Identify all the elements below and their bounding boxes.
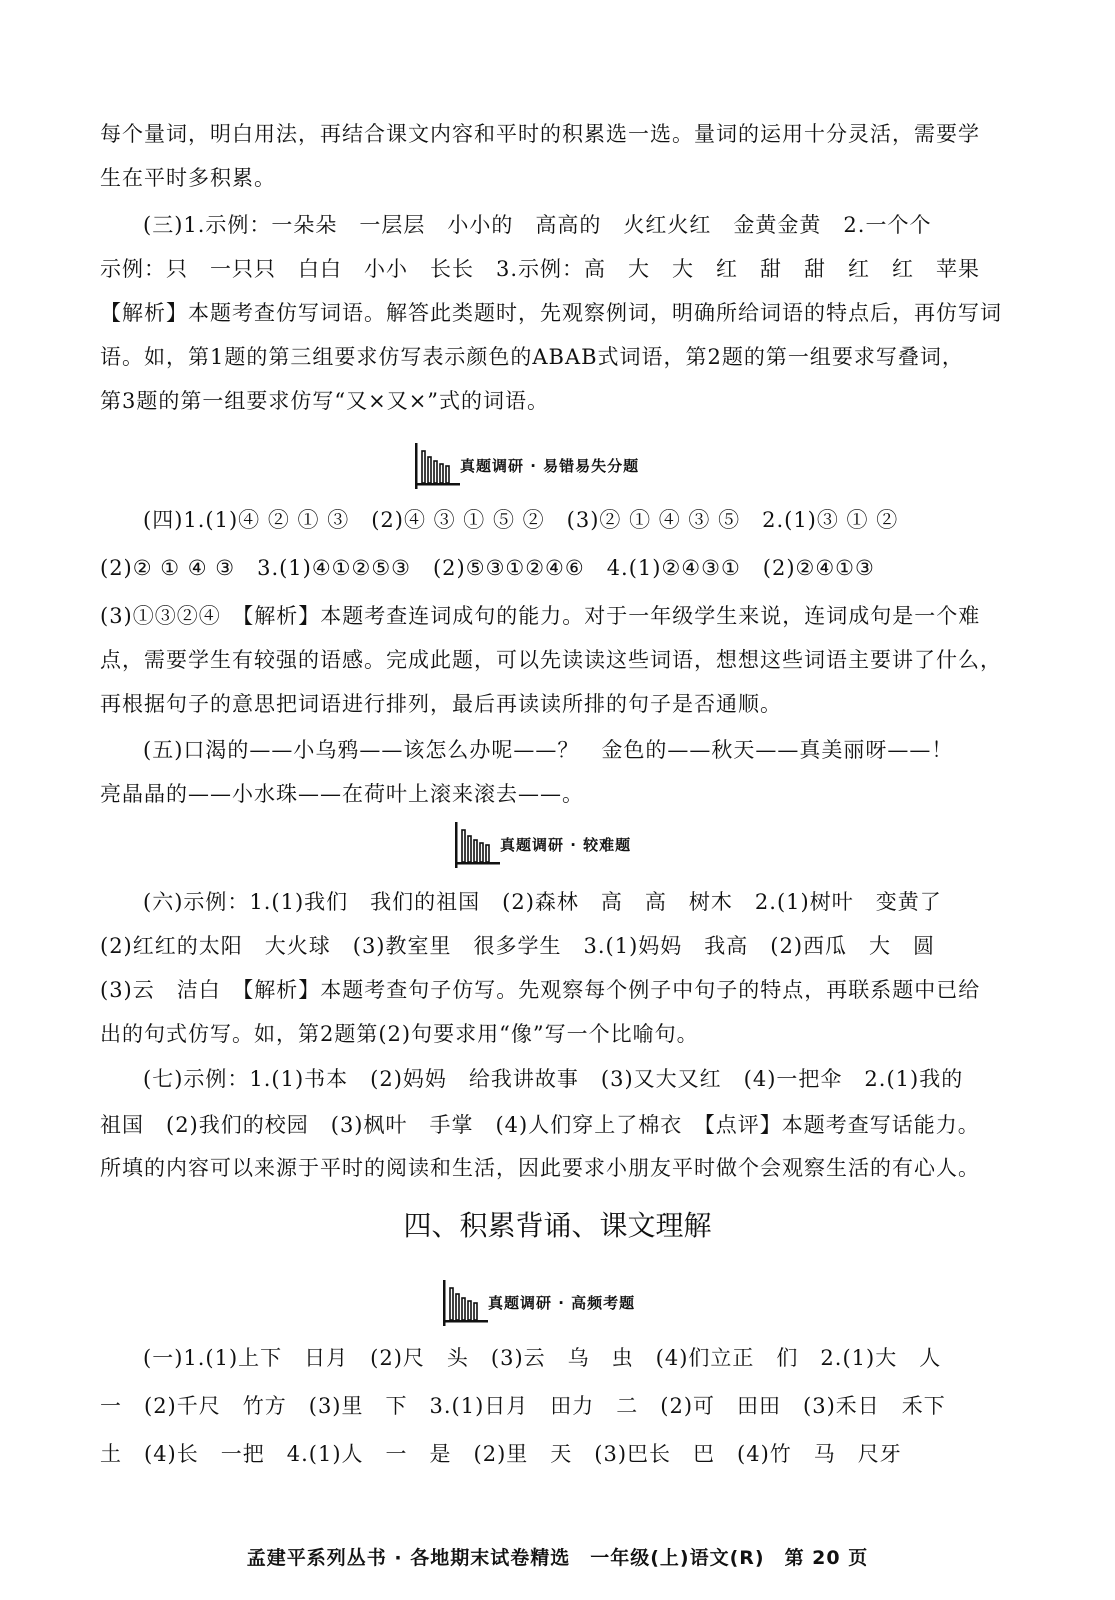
- text-line: 第3题的第一组要求仿写“又×又×”式的词语。: [100, 389, 550, 413]
- text-line: (七)示例：1.(1)书本 (2)妈妈 给我讲故事 (3)又大又红 (4)一把伞 2.(1)我的: [143, 1067, 964, 1091]
- text-line: 祖国 (2)我们的校园 (3)枫叶 手掌 (4)人们穿上了棉衣 【点评】本题考查写话能力。: [100, 1113, 980, 1137]
- text-line: 点，需要学生有较强的语感。完成此题，可以先读读这些词语，想想这些词语主要讲了什么，: [100, 648, 1002, 672]
- text-line: (四)1.(1)④ ② ① ③ (2)④ ③ ① ⑤ ② (3)② ① ④ ③ ⑤ 2.(1)③ ① ②: [143, 508, 899, 532]
- text-line: (一)1.(1)上下 日月 (2)尺 头 (3)云 乌 虫 (4)们立正 们 2.(1)大 人: [143, 1346, 942, 1370]
- page-footer: 孟建平系列丛书 · 各地期末试卷精选 一年级(上)语文(R) 第 20 页: [246, 1547, 869, 1569]
- text-line: (五)口渴的——小乌鸦——该怎么办呢——？ 金色的——秋天——真美丽呀——！: [143, 738, 954, 762]
- text-line: 示例：只 一只只 白白 小小 长长 3.示例：高 大 大 红 甜 甜 红 红 苹果: [100, 257, 981, 281]
- text-line: 生在平时多积累。: [100, 166, 276, 190]
- text-line: (2)② ① ④ ③ 3.(1)④①②⑤③ (2)⑤③①②④⑥ 4.(1)②④③① (2)②④①③: [100, 556, 875, 580]
- text-line: (2)红红的太阳 大火球 (3)教室里 很多学生 3.(1)妈妈 我高 (2)西瓜 大 圆: [100, 934, 936, 958]
- text-line: 【解析】本题考查仿写词语。解答此类题时，先观察例词，明确所给词语的特点后，再仿写词: [100, 301, 1002, 325]
- text-line: 一 (2)千尺 竹方 (3)里 下 3.(1)日月 田力 二 (2)可 田田 (3)禾日 禾下: [100, 1394, 946, 1418]
- section-title: 四、积累背诵、课文理解: [403, 1209, 712, 1242]
- text-line: (3)云 洁白 【解析】本题考查句子仿写。先观察每个例子中句子的特点，再联系题中已给: [100, 978, 981, 1002]
- section-banner: [412, 443, 712, 489]
- banner-title: 真题调研 · 高频考题: [488, 1294, 636, 1312]
- bar-chart-icon: [412, 443, 460, 489]
- text-line: 再根据句子的意思把词语进行排列，最后再读读所排的句子是否通顺。: [100, 692, 782, 716]
- section-banner: [452, 822, 712, 868]
- banner-title: 真题调研 · 易错易失分题: [460, 457, 640, 475]
- banner-title: 真题调研 · 较难题: [500, 836, 632, 854]
- text-line: (六)示例：1.(1)我们 我们的祖国 (2)森林 高 高 树木 2.(1)树叶 变黄了: [143, 890, 942, 914]
- text-line: (3)①③②④ 【解析】本题考查连词成句的能力。对于一年级学生来说，连词成句是一个难: [100, 604, 981, 628]
- text-line: 语。如，第1题的第三组要求仿写表示颜色的ABAB式词语，第2题的第一组要求写叠词，: [100, 345, 964, 369]
- text-line: 所填的内容可以来源于平时的阅读和生活，因此要求小朋友平时做个会观察生活的有心人。: [100, 1156, 980, 1180]
- text-line: (三)1.示例：一朵朵 一层层 小小的 高高的 火红火红 金黄金黄 2.一个个: [143, 213, 932, 237]
- section-banner: [440, 1280, 730, 1326]
- bar-chart-icon: [440, 1280, 488, 1326]
- text-line: 每个量词，明白用法，再结合课文内容和平时的积累选一选。量词的运用十分灵活，需要学: [100, 122, 980, 146]
- text-line: 土 (4)长 一把 4.(1)人 一 是 (2)里 天 (3)巴长 巴 (4)竹 马 尺牙: [100, 1442, 902, 1466]
- text-line: 亮晶晶的——小水珠——在荷叶上滚来滚去——。: [100, 782, 584, 806]
- text-line: 出的句式仿写。如，第2题第(2)句要求用“像”写一个比喻句。: [100, 1022, 699, 1046]
- bar-chart-icon: [452, 822, 500, 868]
